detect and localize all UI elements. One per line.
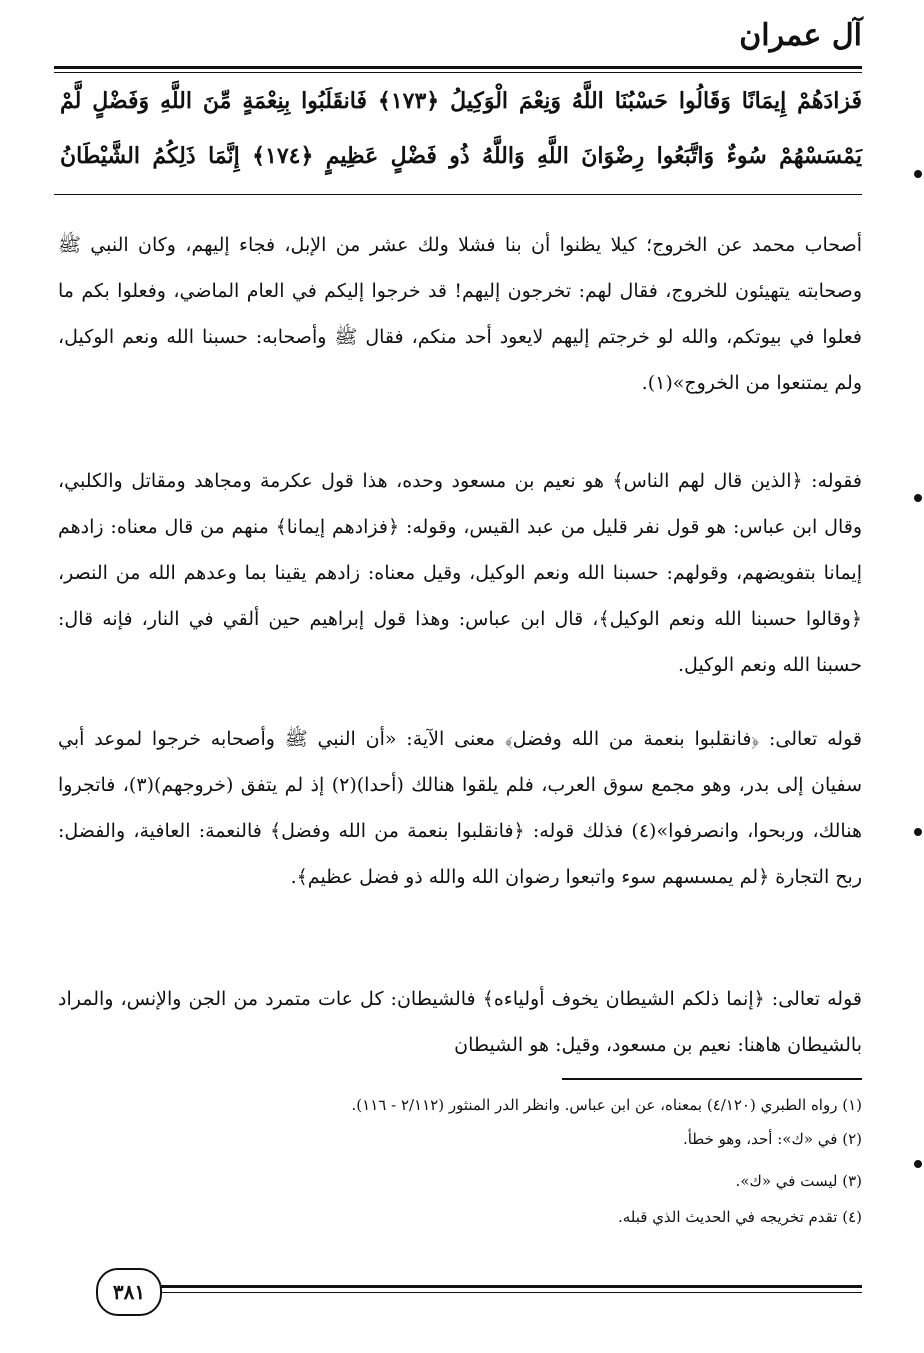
footnote: (٤) تقدم تخريجه في الحديث الذي قبله. <box>617 1208 862 1226</box>
footer-rule-thin <box>158 1292 862 1293</box>
footer-rule <box>158 1285 862 1288</box>
commentary-paragraph: فقوله: ﴿الذين قال لهم الناس﴾ هو نعيم بن مسعود وحده، هذا قول عكرمة ومجاهد ومقاتل والكلبي، وقال ابن عباس: هو قول نفر قليل من عبد القيس، وقوله: ﴿فزادهم إيمانا﴾ منهم من قال معناه: زادهم إيمانا بتفويضهم، وقولهم: حسبنا الله ونعم الوكيل، وقيل معناه: زادهم يقينا بما وعدهم الله من النصر، ﴿وقالوا حسبنا الله ونعم الوكيل﴾، قال ابن عباس: وهذا قول إبراهيم حين ألقي في النار، فإنه قال: حسبنا الله ونعم الوكيل. <box>58 470 862 676</box>
quran-verse-line: يَمْسَسْهُمْ سُوءٌ وَاتَّبَعُوا رِضْوَانَ اللَّهِ وَاللَّهُ ذُو فَضْلٍ عَظِيمٍ ﴿١٧٤﴾ إِنَّمَا ذَلِكُمُ الشَّيْطَانُ <box>60 143 862 169</box>
quran-verse-line: فَزادَهُمْ إِيمَانًا وَقَالُوا حَسْبُنَا اللَّهُ وَنِعْمَ الْوَكِيلُ ﴿١٧٣﴾ فَانقَلَبُوا بِنِعْمَةٍ مِّنَ اللَّهِ وَفَضْلٍ لَّمْ <box>60 88 862 114</box>
commentary-paragraph: قوله تعالى: ﴿إنما ذلكم الشيطان يخوف أولياءه﴾ فالشيطان: كل عات متمرد من الجن والإنس، والمراد بالشيطان هاهنا: نعيم بن مسعود، وقيل: هو الشيطان <box>58 988 862 1056</box>
verse-divider <box>54 194 862 195</box>
footnote: (١) رواه الطبري (٤/١٢٠) بمعناه، عن ابن عباس. وانظر الدر المنثور (٢/١١٢ - ١١٦). <box>351 1096 862 1114</box>
page-number-badge <box>96 1268 162 1316</box>
commentary-paragraph: أصحاب محمد عن الخروج؛ كيلا يظنوا أن بنا فشلا ولك عشر من الإبل، فجاء إليهم، وكان النبي ﷺ وصحابته يتهيئون للخروج، فقال لهم: تخرجون إليهم! قد خرجوا إليكم في العام الماضي، وفعلوا بكم ما فعلوا في بيوتكم، والله لو خرجتم إليهم لايعود أحد منكم، فقال ﷺ وأصحابه: حسبنا الله ونعم الوكيل، ولم يمتنعوا من الخروج»(١). <box>58 234 862 394</box>
footnote-divider <box>562 1078 862 1080</box>
surah-title: آل عمران <box>739 18 862 53</box>
margin-dot <box>914 494 922 502</box>
header-rule <box>54 66 862 69</box>
margin-dot <box>914 828 922 836</box>
footnote: (٣) ليست في «ك». <box>735 1172 862 1190</box>
margin-dot <box>914 1160 922 1168</box>
page-number: ٣٨١ <box>112 1280 146 1304</box>
margin-dot <box>914 170 922 178</box>
footnote: (٢) في «ك»: أحد، وهو خطأ. <box>682 1130 862 1148</box>
commentary-paragraph: قوله تعالى: ﴿فانقلبوا بنعمة من الله وفضل﴾ معنى الآية: «أن النبي ﷺ وأصحابه خرجوا لموعد أبي سفيان إلى بدر، وهو مجمع سوق العرب، فلم يلقوا هنالك (أحدا)(٢) إذ لم يتفق (خروجهم)(٣)، فاتجروا هنالك، وربحوا، وانصرفوا»(٤) فذلك قوله: ﴿فانقلبوا بنعمة من الله وفضل﴾ فالنعمة: العافية، والفضل: ربح التجارة ﴿لم يمسسهم سوء واتبعوا رضوان الله والله ذو فضل عظيم﴾. <box>58 728 863 888</box>
header-rule-thin <box>54 72 862 73</box>
